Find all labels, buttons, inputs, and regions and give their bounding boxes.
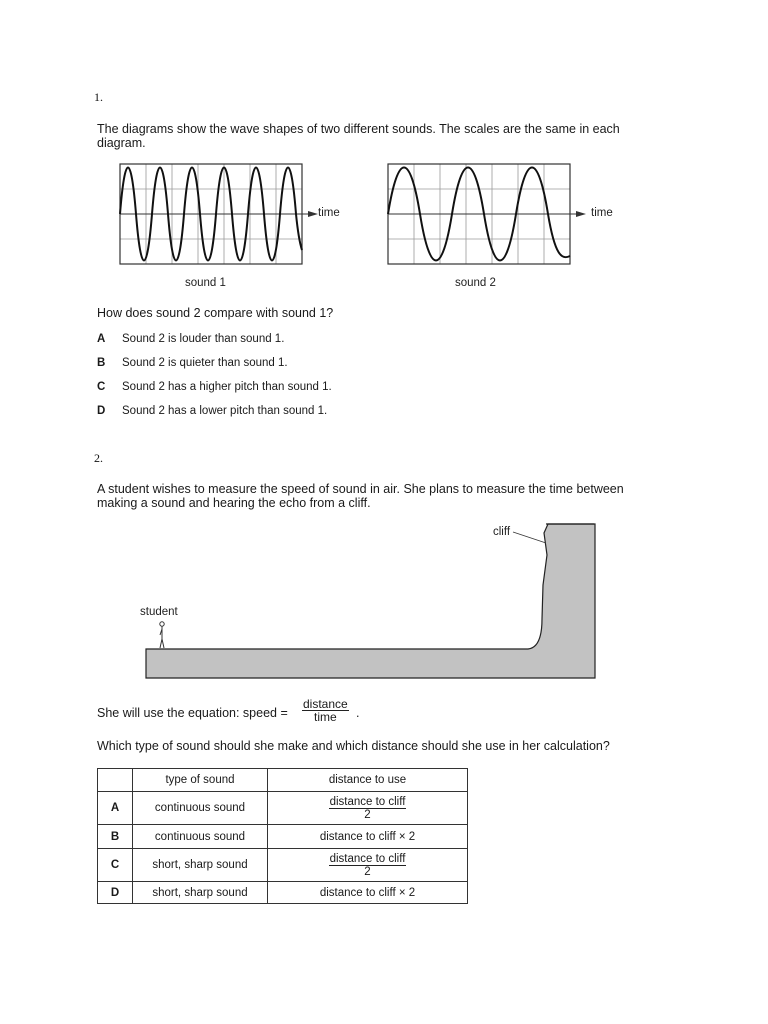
question-1-intro-line-1: The diagrams show the wave shapes of two different sounds. The scales are the same in each [97, 122, 620, 136]
answer-table [97, 768, 468, 904]
option-text: Sound 2 is quieter than sound 1. [122, 357, 288, 369]
question-1-prompt: How does sound 2 compare with sound 1? [97, 306, 334, 320]
sound-1-time-label: time [318, 207, 340, 219]
row-type: continuous sound [133, 825, 268, 849]
row-letter: D [98, 882, 133, 904]
option-text: Sound 2 is louder than sound 1. [122, 333, 285, 345]
option-letter: B [97, 357, 106, 369]
option-text: Sound 2 has a lower pitch than sound 1. [122, 405, 328, 417]
question-2-number: 2. [94, 451, 103, 465]
sound-2-label: sound 2 [455, 277, 496, 289]
equation-numerator: distance [303, 697, 348, 711]
row-type: short, sharp sound [133, 882, 268, 904]
option-letter: D [97, 405, 106, 417]
table-header-row [98, 769, 468, 792]
sound-1-wave-diagram [112, 160, 352, 270]
cliff-scene-diagram [140, 515, 600, 685]
option-letter: C [97, 381, 106, 393]
row-distance-denominator: 2 [364, 808, 371, 821]
row-distance [268, 792, 468, 825]
sound-2-wave-diagram [382, 160, 602, 270]
row-letter: B [98, 825, 133, 849]
equation-prefix: She will use the equation: speed = [97, 706, 288, 720]
student-label: student [140, 606, 178, 618]
row-distance [268, 849, 468, 882]
sound-1-arrowhead [308, 211, 318, 217]
sound-1-label: sound 1 [185, 277, 226, 289]
table-header-letter [98, 769, 133, 792]
cliff-label: cliff [493, 526, 511, 538]
row-distance-numerator: distance to cliff [329, 852, 406, 865]
table-header-type: type of sound [133, 769, 268, 792]
row-type: short, sharp sound [133, 849, 268, 882]
row-letter: A [98, 792, 133, 825]
table-row-c[interactable] [98, 849, 468, 882]
ground-and-cliff [146, 524, 595, 678]
row-distance-denominator: 2 [364, 865, 371, 878]
question-2-intro [97, 482, 717, 510]
row-distance: distance to cliff × 2 [268, 825, 468, 849]
question-2-intro-line-2: making a sound and hearing the echo from a cliff. [97, 496, 371, 510]
student-figure [160, 622, 164, 648]
cliff-leader-line [513, 532, 546, 543]
equation-denominator: time [314, 710, 337, 724]
table-header-distance: distance to use [268, 769, 468, 792]
table-row-d[interactable] [98, 882, 468, 904]
question-1-intro-line-2: diagram. [97, 136, 146, 150]
row-distance-numerator: distance to cliff [329, 795, 406, 808]
equation-fraction [302, 698, 349, 724]
option-text: Sound 2 has a higher pitch than sound 1. [122, 381, 332, 393]
table-row-a[interactable] [98, 792, 468, 825]
question-2-prompt: Which type of sound should she make and which distance should she use in her calculation? [97, 739, 610, 753]
table-row-b[interactable] [98, 825, 468, 849]
sound-2-arrowhead [576, 211, 586, 217]
equation-suffix: . [356, 706, 360, 720]
option-letter: A [97, 333, 106, 345]
question-1-number: 1. [94, 90, 103, 104]
sound-2-time-label: time [591, 207, 613, 219]
row-letter: C [98, 849, 133, 882]
question-1-intro [97, 122, 697, 150]
row-distance: distance to cliff × 2 [268, 882, 468, 904]
row-type: continuous sound [133, 792, 268, 825]
question-2-intro-line-1: A student wishes to measure the speed of sound in air. She plans to measure the time between [97, 482, 624, 496]
